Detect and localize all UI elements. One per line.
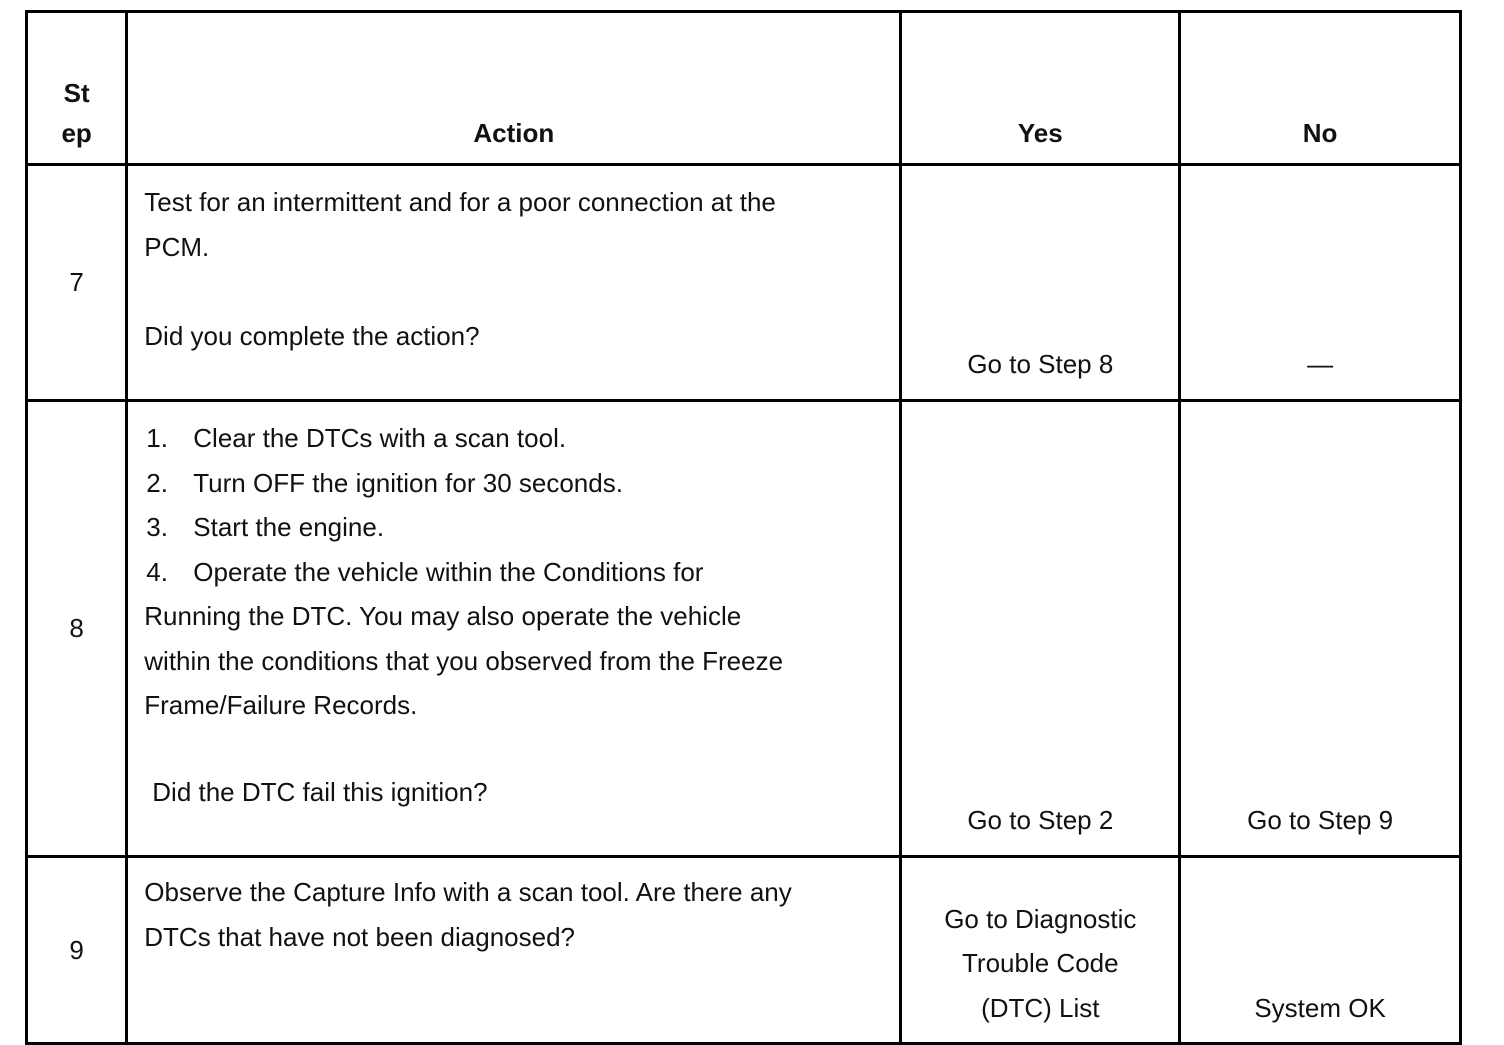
step-column-header: St ep: [27, 12, 127, 165]
yes-result: Go to Step 2: [901, 401, 1180, 857]
step-number: 8: [27, 401, 127, 857]
action-text: Frame/Failure Records.: [144, 690, 418, 720]
table-row: [27, 857, 1461, 1044]
list-item: 4. Operate the vehicle within the Conditions for: [146, 556, 704, 587]
action-text: Observe the Capture Info with a scan tool. Are there any: [144, 877, 792, 907]
action-text: DTCs that have not been diagnosed?: [144, 921, 576, 952]
action-column-header: Action: [127, 12, 901, 165]
list-item: 2. Turn OFF the ignition for 30 seconds.: [146, 467, 623, 498]
no-column-header: No: [1180, 12, 1461, 165]
action-text: Running the DTC. You may also operate the vehicle: [144, 601, 742, 631]
action-cell: [127, 857, 901, 1044]
table-row: [27, 401, 1461, 857]
no-result: —: [1180, 165, 1461, 401]
table-row: [27, 165, 1461, 401]
no-result: System OK: [1180, 857, 1461, 1044]
diagnostic-table: [25, 10, 1462, 1045]
step-number: 9: [27, 857, 127, 1044]
action-text: PCM.: [144, 231, 210, 262]
list-item: 3. Start the engine.: [146, 512, 385, 542]
yes-result: Go to Step 8: [901, 165, 1180, 401]
action-question: Did you complete the action?: [144, 320, 480, 351]
action-text: within the conditions that you observed from the Freeze: [144, 645, 784, 676]
action-question: Did the DTC fail this ignition?: [152, 776, 488, 807]
action-cell: [127, 165, 901, 401]
yes-result: Go to Diagnostic Trouble Code (DTC) List: [901, 857, 1180, 1044]
table-header-row: [27, 12, 1461, 165]
action-text: Test for an intermittent and for a poor connection at the: [144, 187, 776, 217]
step-number: 7: [27, 165, 127, 401]
list-item: 1. Clear the DTCs with a scan tool.: [146, 423, 567, 453]
no-result: Go to Step 9: [1180, 401, 1461, 857]
action-cell: [127, 401, 901, 857]
yes-column-header: Yes: [901, 12, 1180, 165]
